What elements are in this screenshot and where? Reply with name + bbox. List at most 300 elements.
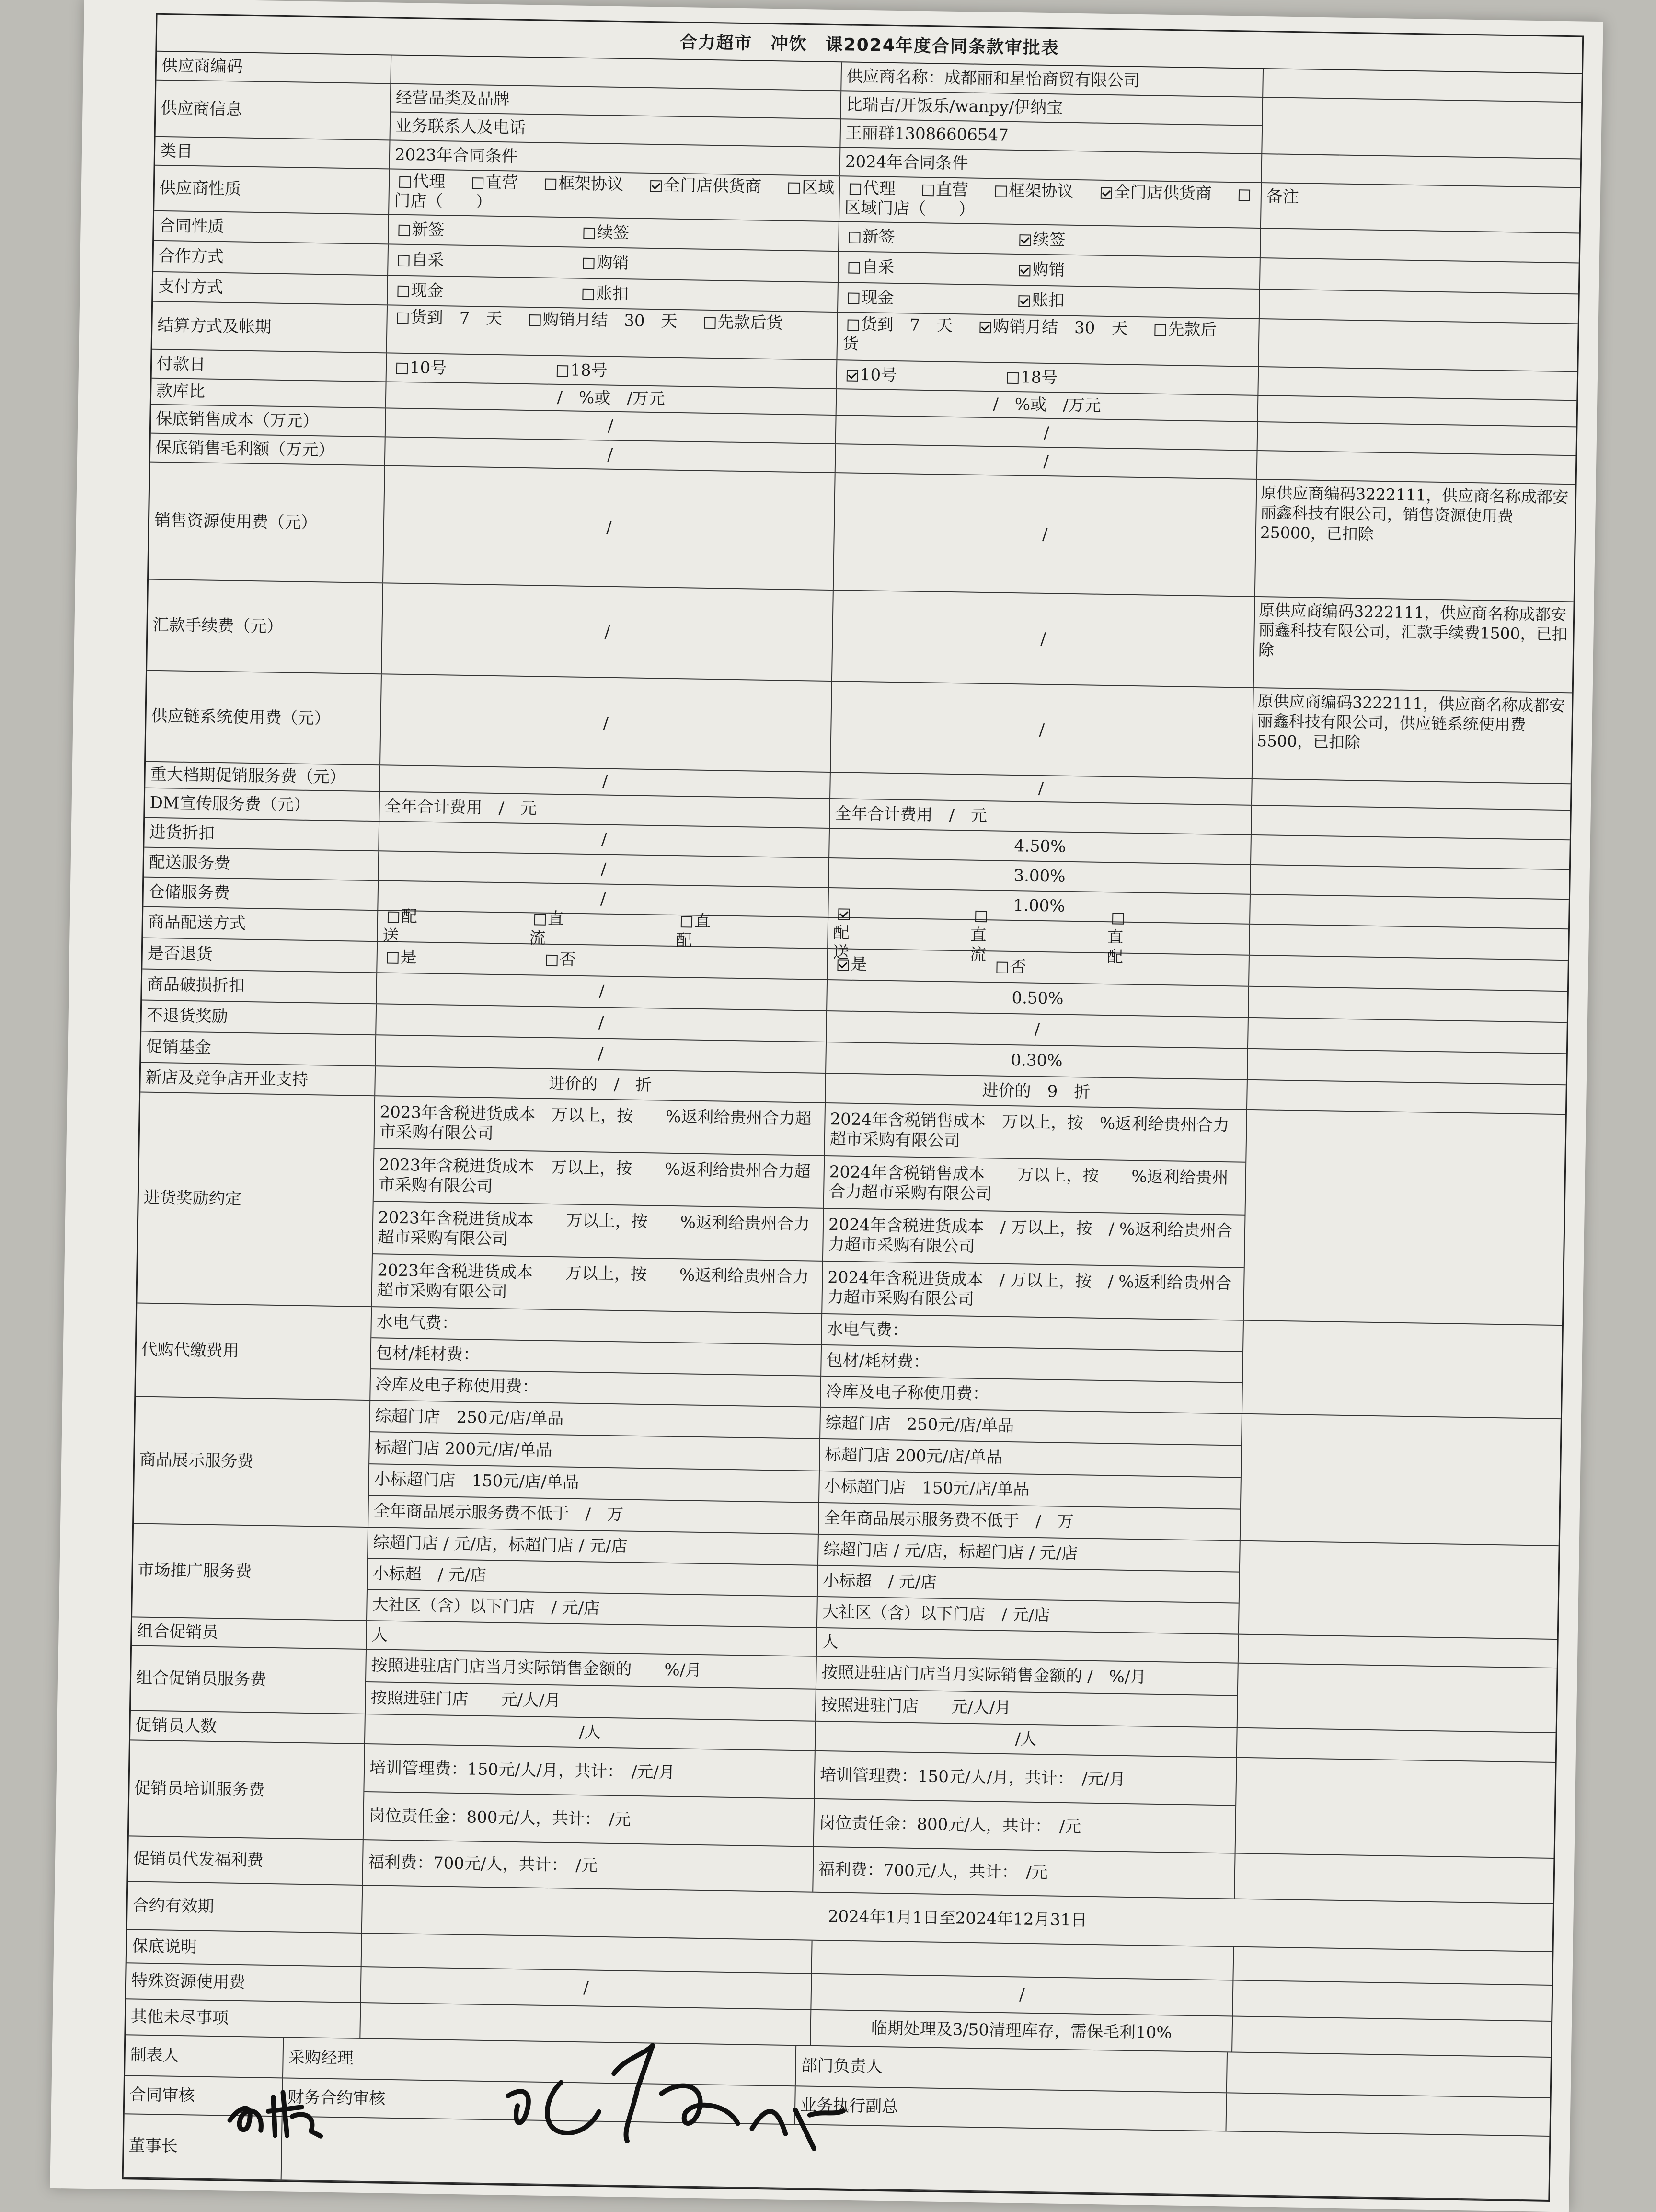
option-label: 货到 7 天 — [410, 308, 503, 329]
list-item: 全年商品展示服务费不低于 / 万 — [824, 1508, 1074, 1532]
list-item: 培训管理费：150元/人/月，共计： /元/月 — [815, 1751, 1236, 1806]
checkbox-icon[interactable] — [398, 255, 409, 266]
contract-2024-option[interactable] — [1014, 230, 1066, 250]
delivery-fee-2023: / — [379, 851, 829, 887]
label-finance-audit: 财务合约审核 — [283, 2078, 796, 2124]
no-return-2024: / — [827, 1011, 1249, 1048]
option-label: 购销月结 30 天 — [992, 317, 1128, 338]
note-cell — [1259, 319, 1577, 371]
settle-2023-options — [387, 305, 838, 359]
option-label: 现金 — [411, 280, 444, 301]
list-item: 岗位责任金：800元/人，共计： /元 — [819, 1813, 1081, 1837]
checkbox-icon[interactable] — [788, 183, 800, 194]
note-cell — [1261, 229, 1579, 262]
note-cell — [1252, 806, 1570, 839]
validity-value: 2024年1月1日至2024年12月31日 — [828, 1906, 1088, 1930]
label-delivery-mode: 商品配送方式 — [143, 907, 378, 941]
label-special-resource: 特殊资源使用费 — [126, 1963, 362, 2002]
label-welfare-fee: 促销员代发福利费 — [128, 1836, 363, 1885]
note-cell — [1258, 367, 1577, 400]
storage-fee-2024: 1.00% — [828, 888, 1251, 924]
label-contact: 业务联系人及电话 — [395, 116, 526, 138]
list-item: 冷库及电子称使用费： — [375, 1375, 539, 1397]
payday-2024-option[interactable] — [1002, 367, 1058, 388]
label-combo-promoter-fee: 组合促销员服务费 — [131, 1646, 367, 1714]
approval-form — [122, 13, 1584, 2202]
note-cell — [1233, 1981, 1552, 2021]
promoter-count-2024: /人 — [816, 1722, 1238, 1757]
checkbox-icon[interactable] — [396, 362, 408, 374]
note-cell — [1250, 925, 1568, 960]
label-combo-promoter: 组合促销员 — [132, 1617, 367, 1649]
option-label: 直营 — [935, 180, 969, 200]
delivery-mode-2023-option[interactable] — [382, 906, 419, 946]
return-2024-option[interactable] — [832, 954, 867, 974]
note-cell — [1258, 422, 1576, 455]
option-label: 直流 — [969, 925, 987, 965]
list-item: 2023年含税进货成本 万以上，按 %返利给贵州合力超市采购有限公司 — [374, 1096, 825, 1156]
remark-header: 备注 — [1266, 187, 1300, 207]
note-cell — [1235, 1854, 1553, 1903]
combo-promoter-2024: 人 — [817, 1628, 1239, 1663]
note-cell — [1252, 779, 1571, 810]
nature-2024-options — [840, 176, 1262, 228]
pay-2023-option[interactable] — [392, 280, 444, 301]
nature-2023-option[interactable] — [467, 173, 518, 193]
nature-2024-option[interactable] — [990, 181, 1074, 201]
purchase-discount-2024: 4.50% — [829, 829, 1252, 864]
option-label: 18号 — [570, 360, 608, 381]
checkbox-icon[interactable] — [399, 176, 411, 188]
checkbox-icon[interactable] — [388, 911, 399, 923]
nature-2023-option[interactable] — [645, 175, 762, 197]
checkbox-icon[interactable] — [529, 314, 540, 326]
note-cell — [1249, 956, 1568, 991]
return-2024-option[interactable] — [991, 957, 1026, 977]
label-purchase-reward: 进货奖励约定 — [137, 1093, 375, 1307]
min-margin-2024: / — [836, 444, 1258, 479]
guarantee-2024 — [812, 1941, 1234, 1980]
checked-box-icon[interactable] — [979, 322, 991, 333]
label-chairman: 董事长 — [124, 2114, 283, 2179]
reward-2024-list — [822, 1103, 1247, 1320]
option-label: 是 — [400, 948, 417, 967]
delivery-mode-2023-option[interactable] — [529, 909, 566, 949]
checkbox-icon[interactable] — [545, 179, 556, 190]
list-item: 岗位责任金：800元/人，共计： /元 — [368, 1806, 631, 1830]
list-item: 2024年含税销售成本 万以上，按 %返利给贵州合力超市采购有限公司 — [824, 1156, 1246, 1216]
list-item: 标超门店 200元/店/单品 — [369, 1432, 819, 1471]
checkbox-icon[interactable] — [387, 952, 399, 964]
list-item: 综超门店 / 元/店，标超门店 / 元/店 — [368, 1528, 818, 1566]
list-item: 包材/耗材费： — [821, 1345, 1242, 1383]
label-class: 类目 — [155, 137, 391, 169]
pay-2024-option[interactable] — [843, 288, 894, 308]
other-2023 — [360, 2003, 811, 2045]
label-return: 是否退货 — [142, 938, 378, 973]
option-label: 区域门店（ ） — [394, 177, 835, 212]
training-2024-list — [814, 1751, 1237, 1853]
option-label: 框架协议 — [1008, 181, 1074, 201]
list-item: 2023年含税进货成本 万以上，按 %返利给贵州合力超市采购有限公司 — [377, 1261, 809, 1302]
label-exec-vp: 业务执行副总 — [795, 2086, 1227, 2131]
reward-2023-list — [372, 1096, 826, 1313]
row-reward — [137, 1093, 1565, 1326]
checkbox-icon[interactable] — [1007, 372, 1019, 383]
option-label: 先款后货 — [717, 313, 783, 333]
label-dept-head: 部门负责人 — [796, 2046, 1228, 2092]
label-promo-fund: 促销基金 — [141, 1032, 376, 1066]
label-supplier-info: 供应商信息 — [156, 81, 391, 140]
pay-2024-options — [838, 283, 1260, 318]
label-validity: 合约有效期 — [127, 1882, 363, 1933]
option-label: 代理 — [412, 172, 446, 192]
sales-resource-2023: / — [383, 466, 836, 590]
coop-2023-option[interactable] — [578, 253, 629, 273]
checkbox-icon[interactable] — [583, 258, 594, 269]
checkbox-icon[interactable] — [849, 232, 860, 243]
dm-2023: 全年合计费用 / 元 — [380, 792, 830, 828]
checked-box-icon[interactable] — [1018, 295, 1030, 307]
option-label: 代理 — [862, 178, 896, 199]
label-contract-audit: 合同审核 — [125, 2076, 283, 2116]
list-item: 综超门店 250元/店/单品 — [820, 1408, 1242, 1446]
list-item: 2024年含税进货成本 / 万以上，按 / %返利给贵州合力超市采购有限公司 — [823, 1209, 1245, 1268]
option-label: 直配 — [1106, 927, 1124, 967]
option-label: 否 — [559, 950, 576, 970]
contract-2023-option[interactable] — [393, 220, 445, 240]
checkbox-icon[interactable] — [848, 262, 860, 274]
label-new-store-support: 新店及竞争店开业支持 — [140, 1063, 376, 1096]
settle-2024-option[interactable] — [842, 314, 953, 336]
coop-2024-option[interactable] — [843, 257, 895, 277]
option-label: 直营 — [485, 173, 518, 193]
combo-fee-2024-list — [816, 1657, 1239, 1727]
note-cell — [1251, 865, 1569, 899]
option-label: 账扣 — [1032, 290, 1065, 311]
note-cell — [1241, 1414, 1561, 1545]
header-2024-conditions: 2024年合同条件 — [840, 148, 1262, 182]
note-cell — [1257, 451, 1576, 484]
checkbox-icon[interactable] — [922, 185, 934, 196]
label-other-items: 其他未尽事项 — [126, 1999, 361, 2038]
nature-2023-options — [389, 169, 840, 221]
checkbox-icon[interactable] — [557, 365, 568, 377]
label-min-margin: 保底销售毛利额（万元） — [150, 434, 386, 465]
note-cell — [1237, 1728, 1556, 1762]
checkbox-icon[interactable] — [681, 916, 692, 927]
label-purchase-manager: 采购经理 — [283, 2038, 796, 2085]
return-2023-option[interactable] — [541, 950, 576, 970]
option-label: 新签 — [862, 227, 895, 247]
checked-box-icon[interactable] — [838, 909, 850, 920]
list-item: 按照进驻门店 元/人/月 — [370, 1688, 561, 1711]
contact-value: 王丽群13086606547 — [845, 123, 1009, 145]
supplier-info-labels — [391, 84, 842, 147]
settle-2023-option[interactable] — [524, 310, 678, 331]
note-cell — [1260, 258, 1579, 293]
option-label: 10号 — [409, 358, 447, 378]
option-label: 全门店供货商 — [1114, 183, 1212, 204]
nature-2023-option[interactable] — [540, 174, 624, 194]
option-label: 全门店供货商 — [663, 175, 762, 197]
payday-2023-option[interactable] — [552, 360, 608, 381]
option-label: 购销月结 30 天 — [542, 310, 678, 331]
option-label: 货到 7 天 — [861, 314, 953, 336]
scm-remark: 原供应商编码3222111，供应商名称成都安丽鑫科技有限公司，供应链系统使用费5500，已扣除 — [1256, 692, 1565, 752]
list-item: 综超门店 / 元/店，标超门店 / 元/店 — [818, 1535, 1240, 1573]
checkbox-icon[interactable] — [583, 227, 595, 239]
checked-box-icon[interactable] — [1019, 265, 1030, 276]
label-category-brand: 经营品类及品牌 — [391, 84, 840, 119]
note-cell — [1238, 1664, 1557, 1732]
coop-2023-options — [388, 244, 839, 282]
settle-2024-options — [837, 313, 1259, 366]
option-label: 先款后货 — [842, 319, 1217, 354]
supplier-name: 供应商名称：成都丽和星怡商贸有限公司 — [841, 62, 1264, 97]
contract-2024-option[interactable] — [844, 227, 895, 247]
promoter-count-2023: /人 — [365, 1714, 816, 1750]
checkbox-icon[interactable] — [847, 319, 859, 331]
option-label: 自采 — [862, 257, 895, 278]
list-item: 小标超门店 150元/店/单品 — [819, 1471, 1241, 1509]
supplier-info-values — [840, 91, 1263, 153]
note-cell — [1242, 1321, 1562, 1418]
label-agency-fees: 代购代缴费用 — [136, 1303, 372, 1400]
promo-fund-2023: / — [376, 1035, 827, 1073]
welfare-2023: 福利费：700元/人，共计： /元 — [363, 1840, 814, 1892]
min-cost-2023: / — [386, 408, 837, 443]
note-cell — [1249, 987, 1567, 1022]
special-resource-2024: / — [811, 1974, 1233, 2016]
checkbox-icon[interactable] — [397, 285, 409, 297]
payday-2023-option[interactable] — [391, 358, 447, 378]
label-sales-resource: 销售资源使用费（元） — [149, 463, 385, 583]
pay-2024-option[interactable] — [1013, 290, 1065, 311]
option-label: 配送 — [832, 923, 850, 962]
return-2023-options — [377, 942, 828, 979]
purchase-discount-2023: / — [379, 822, 830, 857]
nature-2024-option[interactable] — [1096, 183, 1212, 204]
option-label: 自采 — [411, 250, 444, 270]
label-remit-fee: 汇款手续费（元） — [147, 580, 383, 674]
option-label: 10号 — [860, 365, 897, 385]
checkbox-icon[interactable] — [582, 288, 594, 300]
list-item: 水电气费： — [822, 1314, 1243, 1352]
note-cell — [1244, 1110, 1565, 1325]
checkbox-icon[interactable] — [848, 292, 859, 304]
stock-ratio-2024: / %或 /万元 — [837, 389, 1259, 421]
checkbox-icon[interactable] — [1112, 913, 1124, 925]
no-return-2023: / — [376, 1004, 827, 1042]
row-sales-resource — [149, 463, 1575, 602]
checked-box-icon[interactable] — [650, 180, 662, 192]
label-purchase-discount: 进货折扣 — [144, 818, 380, 851]
note-cell — [1236, 1758, 1555, 1858]
checkbox-icon[interactable] — [397, 313, 408, 324]
list-item: 水电气费： — [371, 1307, 821, 1345]
checked-box-icon[interactable] — [847, 370, 858, 381]
note-cell — [1263, 69, 1582, 102]
remit-remark: 原供应商编码3222111，供应商名称成都安丽鑫科技有限公司，汇款手续费1500，已扣除 — [1258, 601, 1568, 660]
option-label: 否 — [1010, 957, 1026, 977]
list-item: 综超门店 250元/店/单品 — [370, 1401, 820, 1439]
list-item: 按照进驻店门店当月实际销售金额的 %/月 — [366, 1650, 816, 1689]
contract-2023-option[interactable] — [578, 222, 630, 243]
note-cell — [1247, 1080, 1566, 1114]
list-item: 按照进驻门店 元/人/月 — [821, 1695, 1012, 1718]
label-damage-discount: 商品破损折扣 — [142, 970, 377, 1004]
remit-2024: / — [832, 591, 1255, 687]
list-item: 小标超门店 150元/店/单品 — [369, 1464, 819, 1503]
stock-ratio-2023: / %或 /万元 — [386, 382, 837, 415]
label-supplier-nature: 供应商性质 — [154, 166, 390, 214]
settle-2023-option[interactable] — [699, 313, 783, 333]
label-table-maker: 制表人 — [125, 2035, 284, 2077]
contract-2024-options — [839, 222, 1261, 257]
checkbox-icon[interactable] — [472, 177, 483, 189]
note-cell — [1232, 2017, 1551, 2057]
checkbox-icon[interactable] — [546, 955, 557, 966]
row-display — [134, 1397, 1561, 1546]
note-cell — [1239, 1635, 1557, 1668]
major-promo-2024: / — [830, 773, 1253, 805]
delivery-mode-2023-option[interactable] — [676, 911, 713, 951]
list-item: 标超门店 200元/店/单品 — [820, 1439, 1241, 1478]
checkbox-icon[interactable] — [975, 911, 987, 922]
checked-box-icon[interactable] — [1101, 187, 1112, 199]
note-cell — [1250, 895, 1569, 928]
option-label: 配送 — [382, 906, 418, 946]
form-title: 合力超市 冲饮 课2024年度合同条款审批表 — [157, 15, 1582, 74]
list-item: 2024年含税销售成本 万以上，按 %返利给贵州合力超市采购有限公司 — [825, 1103, 1246, 1163]
note-cell — [1227, 2052, 1551, 2097]
checkbox-icon[interactable] — [850, 184, 861, 195]
list-item: 大社区（含）以下门店 / 元/店 — [822, 1602, 1051, 1625]
promo-fund-2024: 0.30% — [826, 1042, 1248, 1079]
major-promo-2023: / — [380, 765, 831, 798]
label-market-fee: 市场推广服务费 — [132, 1524, 368, 1620]
scm-2024: / — [831, 682, 1254, 778]
list-item: 小标超 / 元/店 — [368, 1559, 817, 1597]
agency-2024-list — [821, 1314, 1244, 1413]
training-2023-list — [364, 1744, 816, 1846]
note-cell — [1258, 396, 1577, 426]
market-2023-list — [367, 1528, 819, 1627]
min-margin-2023: / — [385, 437, 836, 472]
sales-resource-remark: 原供应商编码3222111，供应商名称成都安丽鑫科技有限公司，销售资源使用费25000，已扣除 — [1260, 483, 1569, 544]
label-settlement: 结算方式及帐期 — [152, 302, 388, 353]
coop-2024-options — [839, 252, 1261, 289]
category-brand-value: 比瑞吉/开饭乐/wanpy/伊纳宝 — [841, 91, 1262, 126]
welfare-2024: 福利费：700元/人，共计： /元 — [813, 1847, 1235, 1899]
payday-2024-options — [837, 360, 1259, 395]
market-2024-list — [817, 1535, 1241, 1634]
checkbox-icon[interactable] — [398, 224, 410, 236]
combo-promoter-2023: 人 — [367, 1621, 817, 1656]
nature-2023-option[interactable] — [394, 172, 446, 192]
checkbox-icon[interactable] — [704, 317, 715, 329]
label-payday: 付款日 — [152, 350, 387, 382]
label-storage-fee: 仓储服务费 — [143, 878, 379, 910]
note-cell — [1262, 154, 1580, 187]
delivery-fee-2024: 3.00% — [829, 858, 1251, 894]
checkbox-icon[interactable] — [534, 914, 546, 925]
label-supplier-code: 供应商编码 — [156, 52, 391, 83]
note-cell — [1260, 290, 1578, 323]
paper-sheet — [50, 0, 1603, 2212]
note-cell — [1262, 98, 1581, 158]
damage-2023: / — [377, 973, 828, 1010]
new-store-2023: 进价的 / 折 — [375, 1066, 826, 1102]
list-item: 2024年含税进货成本 / 万以上，按 / %返利给贵州合力超市采购有限公司 — [827, 1268, 1232, 1309]
list-item: 按照进驻店门店当月实际销售金额的 / %/月 — [816, 1657, 1238, 1696]
option-label: 续签 — [597, 222, 630, 243]
agency-2023-list — [370, 1307, 822, 1407]
remit-2023: / — [382, 583, 834, 681]
checkbox-icon[interactable] — [995, 185, 1007, 197]
label-pay-mode: 支付方式 — [153, 272, 388, 305]
other-2024: 临期处理及3/50清理库存，需保毛利10% — [811, 2010, 1233, 2052]
coop-2023-option[interactable] — [393, 250, 444, 270]
option-label: 账扣 — [596, 283, 629, 303]
settle-2023-option[interactable] — [392, 308, 502, 329]
option-label: 直配 — [676, 911, 711, 950]
option-label: 新签 — [412, 220, 445, 240]
option-label: 续签 — [1033, 230, 1066, 250]
delivery-mode-2023-options — [378, 906, 828, 950]
new-store-2024: 进价的 9 折 — [826, 1074, 1248, 1109]
label-contract-nature: 合同性质 — [154, 211, 389, 244]
label-scm-fee: 供应链系统使用费（元） — [146, 671, 382, 765]
nature-2024-option[interactable] — [918, 180, 969, 200]
payday-2024-option[interactable] — [842, 365, 897, 385]
display-2023-list — [368, 1401, 821, 1534]
option-label: 18号 — [1020, 367, 1058, 387]
checkbox-icon[interactable] — [1154, 324, 1166, 336]
storage-fee-2023: / — [378, 881, 829, 917]
option-label: 购销 — [1032, 260, 1065, 280]
return-2023-option[interactable] — [382, 947, 417, 967]
option-label: 是 — [851, 954, 867, 974]
display-2024-list — [819, 1408, 1242, 1540]
note-cell — [1226, 2093, 1550, 2136]
list-item: 2023年含税进货成本 万以上，按 %返利给贵州合力超市采购有限公司 — [373, 1202, 823, 1262]
note-cell — [1239, 1541, 1559, 1639]
label-training-fee: 促销员培训服务费 — [129, 1740, 365, 1839]
header-2023-conditions: 2023年合同条件 — [390, 140, 841, 175]
list-item: 冷库及电子称使用费： — [826, 1382, 989, 1404]
settle-2024-option[interactable] — [975, 317, 1128, 338]
label-coop-mode: 合作方式 — [153, 241, 389, 275]
nature-2024-option[interactable] — [845, 178, 896, 198]
damage-2024: 0.50% — [827, 980, 1249, 1017]
checkbox-icon[interactable] — [1239, 189, 1250, 201]
pay-2023-option[interactable] — [577, 283, 629, 303]
return-2024-options — [828, 949, 1250, 986]
option-label: 直流 — [529, 909, 564, 948]
coop-2024-option[interactable] — [1014, 260, 1065, 280]
checked-box-icon[interactable] — [837, 959, 849, 971]
checked-box-icon[interactable] — [1019, 234, 1031, 246]
list-item: 2023年含税进货成本 万以上，按 %返利给贵州合力超市采购有限公司 — [374, 1149, 824, 1209]
note-cell — [1248, 1049, 1566, 1084]
checkbox-icon[interactable] — [996, 962, 1008, 973]
note-cell — [1248, 1018, 1567, 1053]
list-item: 全年商品展示服务费不低于 / 万 — [373, 1501, 624, 1525]
label-no-return-reward: 不退货奖励 — [141, 1001, 377, 1035]
note-cell — [1233, 1947, 1552, 1985]
